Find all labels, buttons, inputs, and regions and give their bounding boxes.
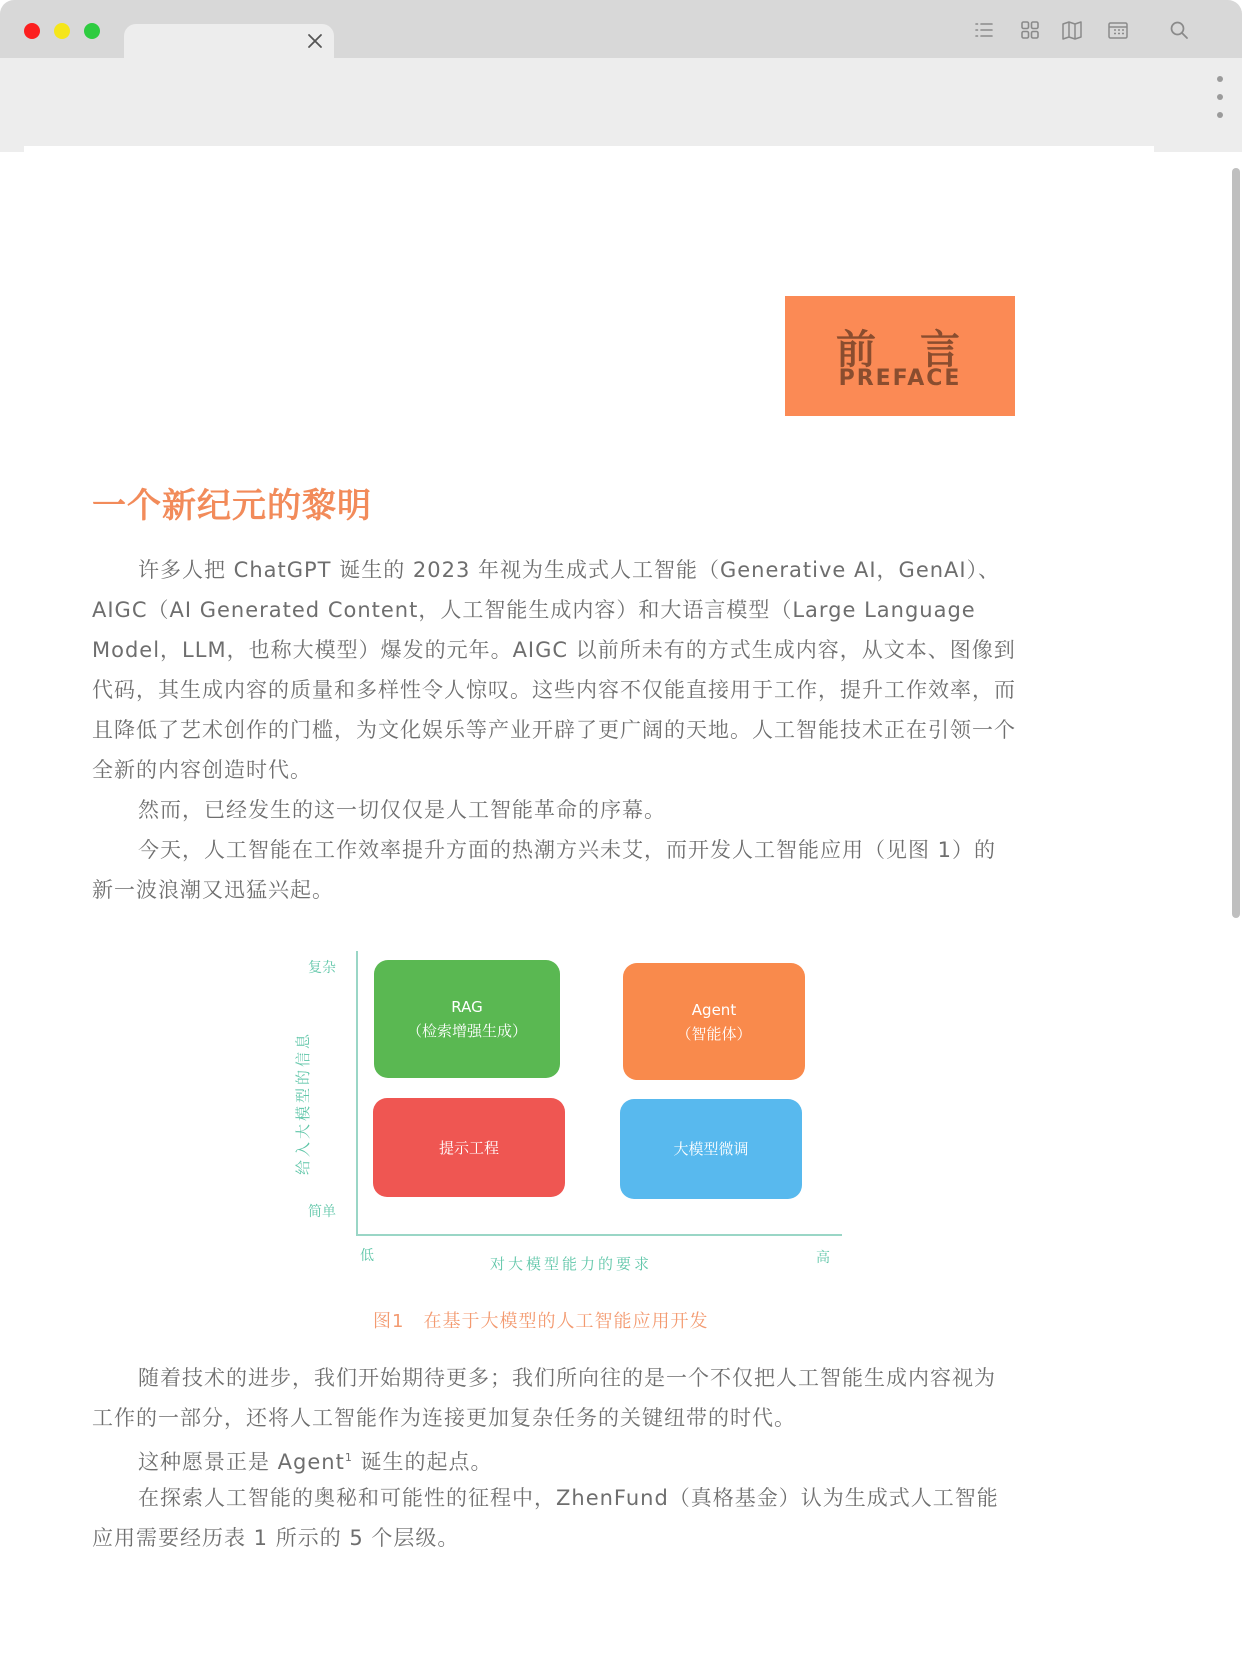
list-icon[interactable]: [973, 19, 995, 41]
title-bar: [0, 0, 1242, 58]
grid-icon[interactable]: [1019, 19, 1041, 41]
paragraph-6: 在探索人工智能的奥秘和可能性的征程中，ZhenFund（真格基金）认为生成式人工智能应用需要经历表 1 所示的 5 个层级。: [92, 1486, 999, 1550]
y-axis: [356, 951, 358, 1234]
y-axis-label: 给入大模型的信息: [294, 1030, 312, 1175]
paragraph-3: 今天，人工智能在工作效率提升方面的热潮方兴未艾，而开发人工智能应用（见图 1）的新一波浪潮又迅猛兴起。: [92, 838, 997, 902]
figure-quadrant-diagram: [280, 945, 860, 1275]
quadrant-fine-tuning: [620, 1099, 802, 1199]
paragraph-5-text: 这种愿景正是 Agent: [138, 1450, 345, 1474]
quadrant-rag-title: RAG: [451, 998, 483, 1016]
tab-active[interactable]: [124, 24, 334, 58]
zoom-window-button[interactable]: [84, 23, 100, 39]
paragraph-5-tail: 诞生的起点。: [352, 1450, 493, 1474]
quadrant-rag-subtitle: （检索增强生成）: [406, 1022, 527, 1040]
close-icon[interactable]: [306, 32, 324, 50]
paragraph-4: 随着技术的进步，我们开始期待更多；我们所向往的是一个不仅把人工智能生成内容视为工作的一部分，还将人工智能作为连接更加复杂任务的关键纽带的时代。: [92, 1366, 996, 1430]
quadrant-prompt-title: 提示工程: [438, 1138, 499, 1157]
search-icon[interactable]: [1168, 19, 1190, 41]
badge-title-cn: 前言: [836, 327, 1004, 373]
quadrant-agent-subtitle: （智能体）: [676, 1024, 752, 1043]
toolbar: [0, 58, 1242, 152]
quadrant-prompt-engineering: [373, 1098, 565, 1197]
x-axis-left-label: 低: [360, 1248, 374, 1264]
map-icon[interactable]: [1061, 19, 1083, 41]
footnote-marker[interactable]: 1: [344, 1451, 353, 1464]
section-heading: 一个新纪元的黎明: [92, 486, 372, 526]
paragraph-2: 然而，已经发生的这一切仅仅是人工智能革命的序幕。: [138, 798, 666, 822]
x-axis-right-label: 高: [816, 1250, 830, 1266]
scrollbar-thumb[interactable]: [1232, 168, 1240, 918]
quadrant-finetune-title: 大模型微调: [673, 1140, 749, 1158]
y-axis-bottom-label: 简单: [308, 1204, 336, 1220]
page-edge: [24, 146, 1154, 156]
more-options-icon[interactable]: [1210, 76, 1230, 130]
close-window-button[interactable]: [24, 23, 40, 39]
paragraph-1: 许多人把 ChatGPT 诞生的 2023 年视为生成式人工智能（Generative AI，GenAI）、AIGC（AI Generated Content，人工智能生成内容）和大语言模型（Large Language Model，LLM，也称大模型）爆发的元年。AIGC 以前所未有的方式生成内容，从文本、图像到代码，其生成内容的质量和多样性令人惊叹。这些内容不仅能直接用于工作，提升工作效率，而且降低了艺术创作的门槛，为文化娱乐等产业开辟了更广阔的天地。人工智能技术正在引领一个全新的内容创造时代。: [92, 558, 1016, 782]
badge-title-en: PREFACE: [838, 366, 962, 391]
x-axis-label: 对大模型能力的要求: [490, 1255, 653, 1273]
quadrant-agent: [623, 963, 805, 1080]
calendar-icon[interactable]: [1107, 19, 1129, 41]
minimize-window-button[interactable]: [54, 23, 70, 39]
x-axis: [356, 1234, 842, 1236]
scrollbar[interactable]: [1232, 168, 1240, 918]
quadrant-rag: [374, 960, 560, 1078]
paragraph-5: [92, 1438, 1016, 1482]
preface-badge: [785, 296, 1015, 416]
figure-caption: 图1 在基于大模型的人工智能应用开发: [373, 1311, 709, 1332]
quadrant-agent-title: Agent: [691, 1000, 737, 1019]
y-axis-top-label: 复杂: [308, 960, 336, 976]
